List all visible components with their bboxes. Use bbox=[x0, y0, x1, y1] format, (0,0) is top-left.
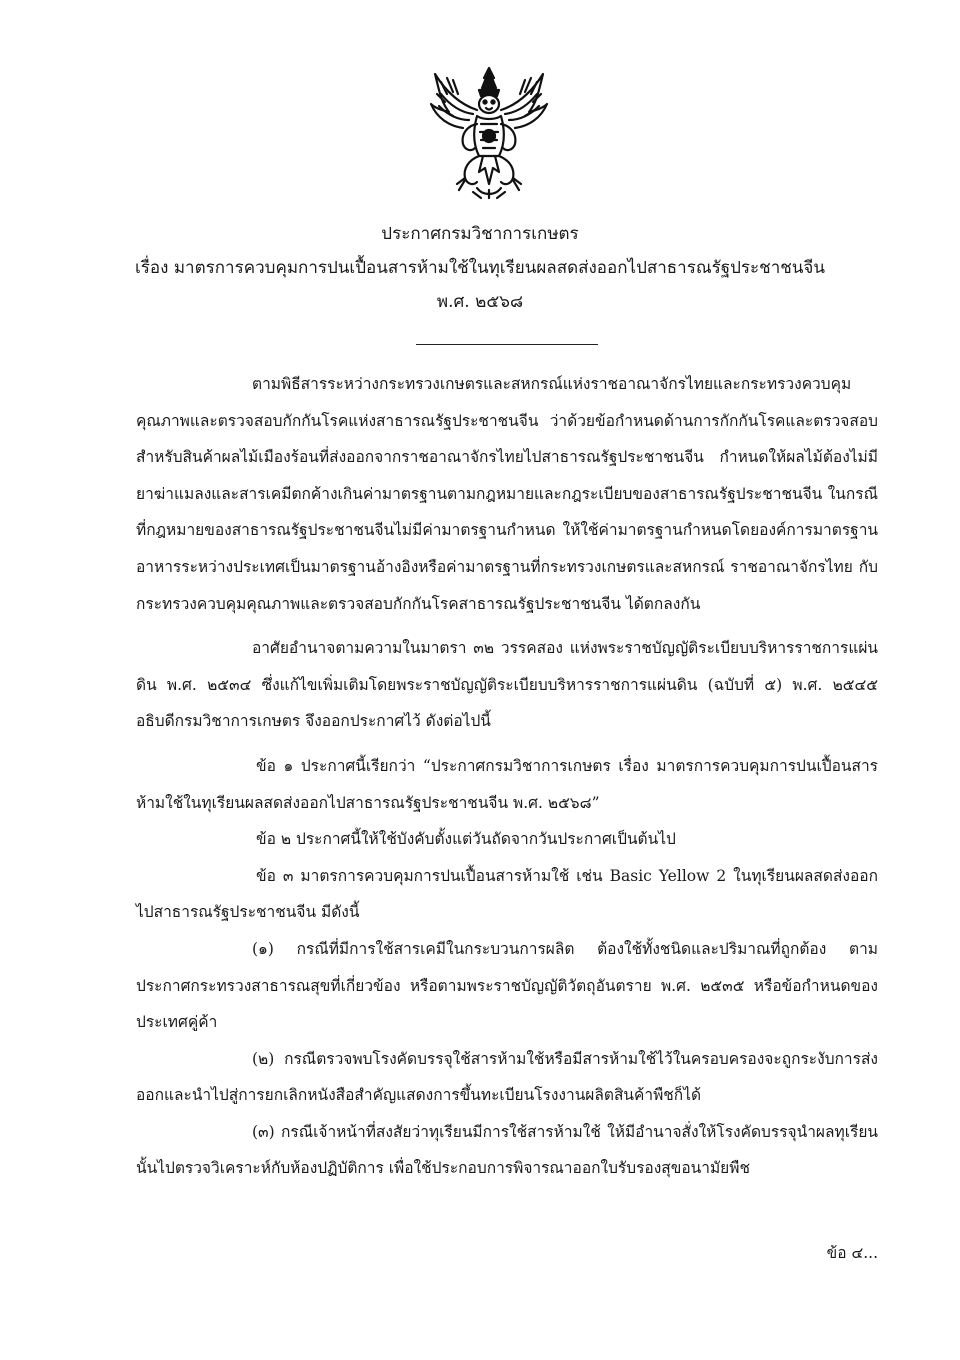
clause-2: ข้อ ๒ ประกาศนี้ให้ใช้บังคับตั้งแต่วันถัดจากวันประกาศเป็นต้นไป bbox=[256, 830, 676, 849]
clause-3-item-3: (๓) กรณีเจ้าหน้าที่สงสัยว่าทุเรียนมีการใช้สารห้ามใช้ ให้มีอำนาจสั่งให้โรงคัดบรรจุนำผลทุเรียนนั้นไปตรวจวิเคราะห์กับห้องปฏิบัติการ เพื่อใช้ประกอบการพิจารณาออกใบรับรองสุขอนามัยพืช bbox=[136, 1122, 878, 1178]
continuation-marker: ข้อ ๔... bbox=[826, 1244, 878, 1262]
clause-3-item-2: (๒) กรณีตรวจพบโรงคัดบรรจุใช้สารห้ามใช้หรือมีสารห้ามใช้ไว้ในครอบครองจะถูกระงับการส่งออกและนำไปสู่การยกเลิกหนังสือสำคัญแสดงการขึ้นทะเบียนโรงงานผลิตสินค้าพืชก็ได้ bbox=[136, 1049, 878, 1105]
clause-3: ข้อ ๓ มาตรการควบคุมการปนเปื้อนสารห้ามใช้ เช่น Basic Yellow 2 ในทุเรียนผลสดส่งออกไปสาธารณรัฐประชาชนจีน มีดังนี้ bbox=[136, 866, 878, 922]
document-header bbox=[100, 217, 860, 319]
preamble-paragraph: ตามพิธีสารระหว่างกระทรวงเกษตรและสหกรณ์แห่งราชอาณาจักรไทยและกระทรวงควบคุมคุณภาพและตรวจสอบกักกันโรคแห่งสาธารณรัฐประชาชนจีน ว่าด้วยข้อกำหนดด้านการกักกันโรคและตรวจสอบสำหรับสินค้าผลไม้เมืองร้อนที่ส่งออกจากราชอาณาจักรไทยไปสาธารณรัฐประชาชนจีน กำหนดให้ผลไม้ต้องไม่มียาฆ่าแมลงและสารเคมีตกค้างเกินค่ามาตรฐานตามกฎหมายและกฎระเบียบของสาธารณรัฐประชาชนจีน ในกรณีที่กฎหมายของสาธารณรัฐประชาชนจีนไม่มีค่ามาตรฐานกำหนด ให้ใช้ค่ามาตรฐานกำหนดโดยองค์การมาตรฐานอาหารระหว่างประเทศเป็นมาตรฐานอ้างอิงหรือค่ามาตรฐานที่กระทรวงเกษตรและสหกรณ์ ราชอาณาจักรไทย กับกระทรวงควบคุมคุณภาพและตรวจสอบกักกันโรคสาธารณรัฐประชาชนจีน ได้ตกลงกัน bbox=[136, 375, 878, 613]
header-divider bbox=[416, 344, 598, 345]
document-body bbox=[136, 366, 878, 1187]
clause-3-item-1: (๑) กรณีที่มีการใช้สารเคมีในกระบวนการผลิต ต้องใช้ทั้งชนิดและปริมาณที่ถูกต้อง ตามประกาศกระทรวงสาธารณสุขที่เกี่ยวข้อง หรือตามพระราชบัญญัติวัตถุอันตราย พ.ศ. ๒๕๓๕ หรือข้อกำหนดของประเทศคู่ค้า bbox=[136, 939, 878, 1032]
header-year: พ.ศ. ๒๕๖๘ bbox=[436, 292, 524, 312]
header-title: ประกาศกรมวิชาการเกษตร bbox=[381, 224, 579, 244]
header-subject: เรื่อง มาตรการควบคุมการปนเปื้อนสารห้ามใช้ในทุเรียนผลสดส่งออกไปสาธารณรัฐประชาชนจีน bbox=[134, 258, 825, 278]
authority-paragraph: อาศัยอำนาจตามความในมาตรา ๓๒ วรรคสอง แห่งพระราชบัญญัติระเบียบบริหารราชการแผ่นดิน พ.ศ. ๒๕๓๔ ซึ่งแก้ไขเพิ่มเติมโดยพระราชบัญญัติระเบียบบริหารราชการแผ่นดิน (ฉบับที่ ๕) พ.ศ. ๒๕๔๕ อธิบดีกรมวิชาการเกษตร จึงออกประกาศไว้ ดังต่อไปนี้ bbox=[136, 639, 878, 731]
clause-1: ข้อ ๑ ประกาศนี้เรียกว่า “ประกาศกรมวิชาการเกษตร เรื่อง มาตรการควบคุมการปนเปื้อนสารห้ามใช้ในทุเรียนผลสดส่งออกไปสาธารณรัฐประชาชนจีน พ.ศ. ๒๕๖๘” bbox=[136, 756, 878, 812]
garuda-emblem-icon bbox=[429, 64, 549, 200]
